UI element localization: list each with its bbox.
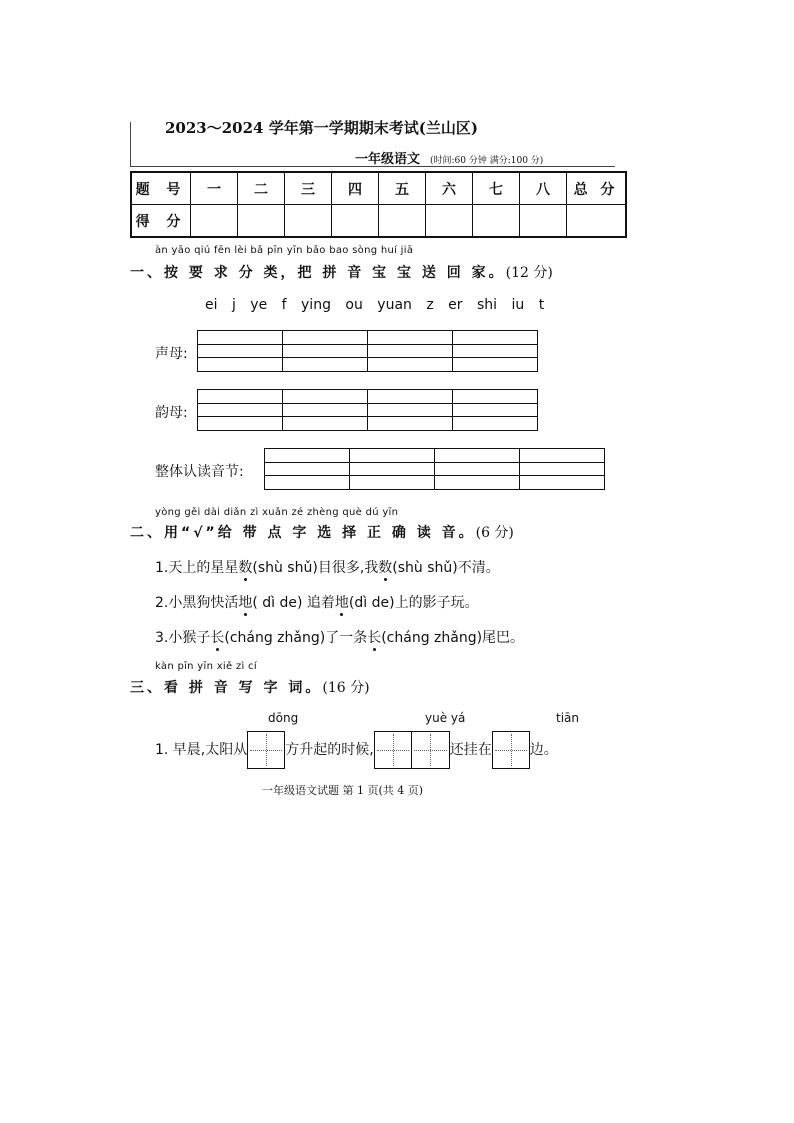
pronunciation-options[interactable]: (cháng zhǎng)尾巴。 <box>381 630 525 646</box>
pinyin-yueya: yuè yá <box>425 711 466 725</box>
writing-cell[interactable] <box>368 390 453 430</box>
section1-points: (12 分) <box>505 265 553 281</box>
tianzige-box[interactable] <box>492 731 530 769</box>
writing-cell[interactable] <box>520 449 604 489</box>
section2-pinyin: yòng gěi dài diǎn zì xuǎn zé zhèng què dú yīn <box>155 507 399 518</box>
score-table-header-row <box>131 172 626 205</box>
question-text: 1.天上的星星 <box>155 560 239 576</box>
writing-cell[interactable] <box>453 331 537 371</box>
pronunciation-options[interactable]: (cháng zhǎng)了一条 <box>224 630 368 646</box>
question-text: 方升起的时候, <box>285 742 374 758</box>
label-whole-syllables: 整体认读音节: <box>155 464 244 480</box>
dotted-character: 长 <box>210 630 225 646</box>
writing-cell[interactable] <box>283 390 368 430</box>
question-text: 3.小猴子 <box>155 630 211 646</box>
row-header-score: 得 分 <box>131 205 191 238</box>
pronunciation-options[interactable]: (shù shǔ)不清。 <box>392 560 500 576</box>
pinyin-dong: dōng <box>268 711 299 725</box>
section2-heading <box>130 522 514 542</box>
dotted-character: 地 <box>238 595 253 611</box>
section2-heading-text: 二、用“√”给 带 点 字 选 择 正 确 读 音。 <box>130 525 476 541</box>
score-table <box>130 171 627 238</box>
tianzige-group <box>374 731 450 769</box>
score-table-score-row <box>131 205 626 238</box>
whole-syllables-writing-grid[interactable] <box>264 448 605 490</box>
writing-cell[interactable] <box>283 331 368 371</box>
col-header: 八 <box>520 172 567 205</box>
tianzige-box[interactable] <box>247 731 285 769</box>
header-border-left <box>130 122 131 167</box>
subject-label: 一年级语文 <box>355 152 421 167</box>
dotted-character: 数 <box>378 560 393 576</box>
section1-heading-text: 一、按 要 求 分 类，把 拼 音 宝 宝 送 回 家。 <box>130 265 506 281</box>
score-cell[interactable] <box>379 205 426 238</box>
row-header-number: 题 号 <box>131 172 191 205</box>
score-cell[interactable] <box>238 205 285 238</box>
question-2-2 <box>155 592 479 612</box>
score-cell[interactable] <box>473 205 520 238</box>
writing-cell[interactable] <box>350 449 435 489</box>
dotted-character: 地 <box>334 595 349 611</box>
pinyin-tian: tiān <box>556 711 579 725</box>
question-text: 1. 早晨,太阳从 <box>155 742 248 758</box>
section3-pinyin: kàn pīn yīn xiě zì cí <box>155 661 257 672</box>
question-text: 边。 <box>529 742 558 758</box>
col-header: 四 <box>332 172 379 205</box>
section3-heading <box>130 677 370 697</box>
col-header: 七 <box>473 172 520 205</box>
writing-cell[interactable] <box>435 449 520 489</box>
section1-heading <box>130 262 553 282</box>
score-cell[interactable] <box>191 205 238 238</box>
question-2-1 <box>155 557 500 577</box>
question-3-1 <box>155 731 558 769</box>
score-cell[interactable] <box>285 205 332 238</box>
writing-cell[interactable] <box>368 331 453 371</box>
label-initials: 声母: <box>155 346 188 362</box>
writing-cell[interactable] <box>453 390 537 430</box>
section3-heading-text: 三、看 拼 音 写 字 词。 <box>130 680 323 696</box>
label-finals: 韵母: <box>155 405 188 421</box>
pronunciation-options[interactable]: ( dì de) 追着 <box>252 595 335 611</box>
score-cell[interactable] <box>332 205 379 238</box>
col-header-total: 总 分 <box>567 172 627 205</box>
page-footer: 一年级语文试题 第 1 页(共 4 页) <box>262 784 424 797</box>
col-header: 二 <box>238 172 285 205</box>
score-cell[interactable] <box>520 205 567 238</box>
finals-writing-grid[interactable] <box>197 389 538 431</box>
score-cell-total[interactable] <box>567 205 627 238</box>
pronunciation-options[interactable]: (dì de)上的影子玩。 <box>348 595 479 611</box>
tianzige-box[interactable] <box>374 731 412 769</box>
exam-info: (时间:60 分钟 满分:100 分) <box>430 156 544 166</box>
tianzige-box[interactable] <box>412 731 450 769</box>
exam-title: 2023～2024 学年第一学期期末考试(兰山区) <box>165 119 478 137</box>
section3-points: (16 分) <box>322 680 370 696</box>
question-2-3 <box>155 627 524 647</box>
col-header: 一 <box>191 172 238 205</box>
col-header: 五 <box>379 172 426 205</box>
pronunciation-options[interactable]: (shù shǔ)目很多,我 <box>252 560 379 576</box>
dotted-character: 长 <box>367 630 382 646</box>
dotted-character: 数 <box>238 560 253 576</box>
section2-points: (6 分) <box>475 525 514 541</box>
score-cell[interactable] <box>426 205 473 238</box>
col-header: 三 <box>285 172 332 205</box>
pinyin-letters: ei j ye f ying ou yuan z er shi iu t <box>205 297 545 313</box>
writing-cell[interactable] <box>198 390 283 430</box>
section1-pinyin: àn yāo qiú fēn lèi bǎ pīn yīn bǎo bao sòng huí jiā <box>155 245 414 256</box>
col-header: 六 <box>426 172 473 205</box>
writing-cell[interactable] <box>198 331 283 371</box>
initials-writing-grid[interactable] <box>197 330 538 372</box>
question-text: 还挂在 <box>449 742 492 758</box>
question-text: 2.小黑狗快活 <box>155 595 239 611</box>
exam-subtitle <box>355 148 543 167</box>
writing-cell[interactable] <box>265 449 350 489</box>
